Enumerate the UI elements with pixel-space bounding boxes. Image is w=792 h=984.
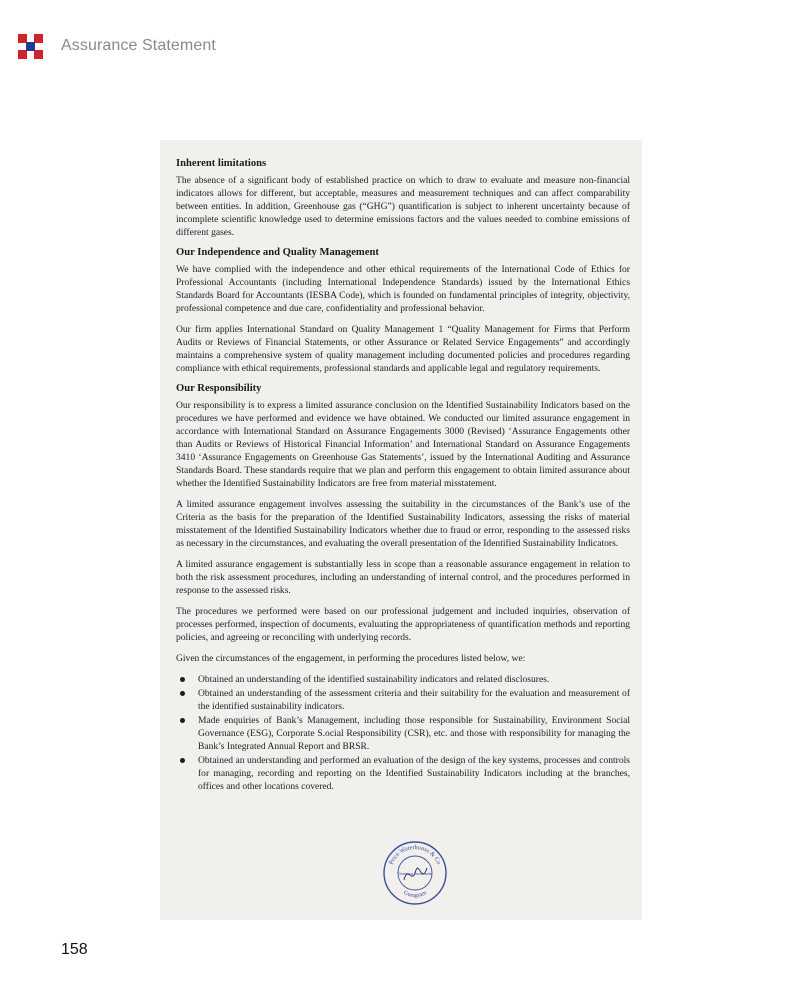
list-item: Obtained an understanding of the assessment criteria and their suitability for the evaluation and measurement of the identified sustainability indicators. [176,687,630,713]
paragraph: The absence of a significant body of established practice on which to draw to evaluate and measure non-financial indicators allows for different, but acceptable, measures and measurement techniques and can affect comparability between entities. In addition, Greenhouse gas (“GHG”) quantification is subject to inherent uncertainty because of incomplete scientific knowledge used to determine emissions factors and the values needed to combine emissions of different gases. [176,175,630,238]
section-heading-responsibility: Our Responsibility [176,383,262,394]
section-heading-independence: Our Independence and Quality Management [176,247,379,258]
page-header [18,33,216,59]
paragraph: The procedures we performed were based on our professional judgement and included inquiries, observation of processes performed, inspection of documents, evaluating the appropriateness of quantification methods and reporting policies, and agreeing or reconciling with underlying records. [176,606,630,643]
svg-text:Price Waterhouse & Co [388,844,442,866]
bullet-icon [180,677,185,682]
section-heading-inherent-limitations: Inherent limitations [176,158,267,169]
paragraph: Our firm applies International Standard on Quality Management 1 “Quality Management for Firms that Perform Audits or Reviews of Financial Statements, or other Assurance or Related Service Engagements” and accordingly maintains a comprehensive system of quality management including documented policies and procedures regarding compliance with ethical requirements, professional standards and applicable legal and regulatory requirements. [176,324,630,374]
paragraph: Our responsibility is to express a limited assurance conclusion on the Identified Sustainability Indicators based on the procedures we have performed and evidence we have obtained. We conducted our limited assurance engagement in accordance with International Standard on Assurance Engagements 3000 (Revised) ‘Assurance Engagements other than Audits or Reviews of Historical Financial Information’ and International Standard on Assurance Engagements 3410 ‘Assurance Engagements on Greenhouse Gas Statements’, issued by the International Auditing and Assurance Standards Board. These standards require that we plan and perform this engagement to obtain limited assurance about whether the Identified Sustainability Indicators are free from material misstatement. [176,400,630,489]
stamp-middle-text: Chartered Accountants [397,872,433,876]
bullet-icon [180,718,185,723]
list-item: Made enquiries of Bank’s Management, including those responsible for Sustainability, Environment Social Governance (ESG), Corporate S.ocial Responsibility (CSR), etc. and those with responsibility for managing the Bank’s Integrated Annual Report and BRSR. [176,714,630,753]
paragraph: We have complied with the independence and other ethical requirements of the International Code of Ethics for Professional Accountants (including International Independence Standards) issued by the International Ethics Standards Board for Accountants (IESBA Code), which is founded on fundamental principles of integrity, objectivity, professional competence and due care, confidentiality and professional behavior. [176,264,630,314]
auditor-stamp-icon [382,840,448,906]
paragraph: Given the circumstances of the engagement, in performing the procedures listed below, we: [176,653,526,664]
list-item: Obtained an understanding and performed an evaluation of the design of the key systems, processes and controls for managing, recording and reporting on the Identified Sustainability Indicators including at the branches, offices and other locations covered. [176,754,630,793]
paragraph: A limited assurance engagement involves assessing the suitability in the circumstances of the Bank’s use of the Criteria as the basis for the preparation of the Identified Sustainability Indicators, assessing the risks of material misstatement of the Identified Sustainability Indicators whether due to fraud or error, responding to the assessed risks as necessary in the circumstances, and evaluating the overall presentation of the Identified Sustainability Indicators. [176,499,630,549]
stamp-bottom-text: Gurugram [402,890,428,900]
svg-text:Gurugram [402,890,428,899]
hdfc-bank-logo-icon [18,34,43,59]
bullet-icon [180,758,185,763]
document-body [176,158,630,794]
procedures-bullet-list [176,673,630,793]
scanned-document-page [160,140,642,920]
list-item: Obtained an understanding of the identified sustainability indicators and related disclosures. [176,673,630,686]
bullet-icon [180,691,185,696]
header-title: Assurance Statement [61,37,216,54]
paragraph: A limited assurance engagement is substantially less in scope than a reasonable assurance engagement in relation to both the risk assessment procedures, including an understanding of internal control, and the procedures performed in response to the assessed risks. [176,559,630,596]
page-number: 158 [61,941,88,958]
stamp-top-text: Price Waterhouse & Co [387,843,443,866]
